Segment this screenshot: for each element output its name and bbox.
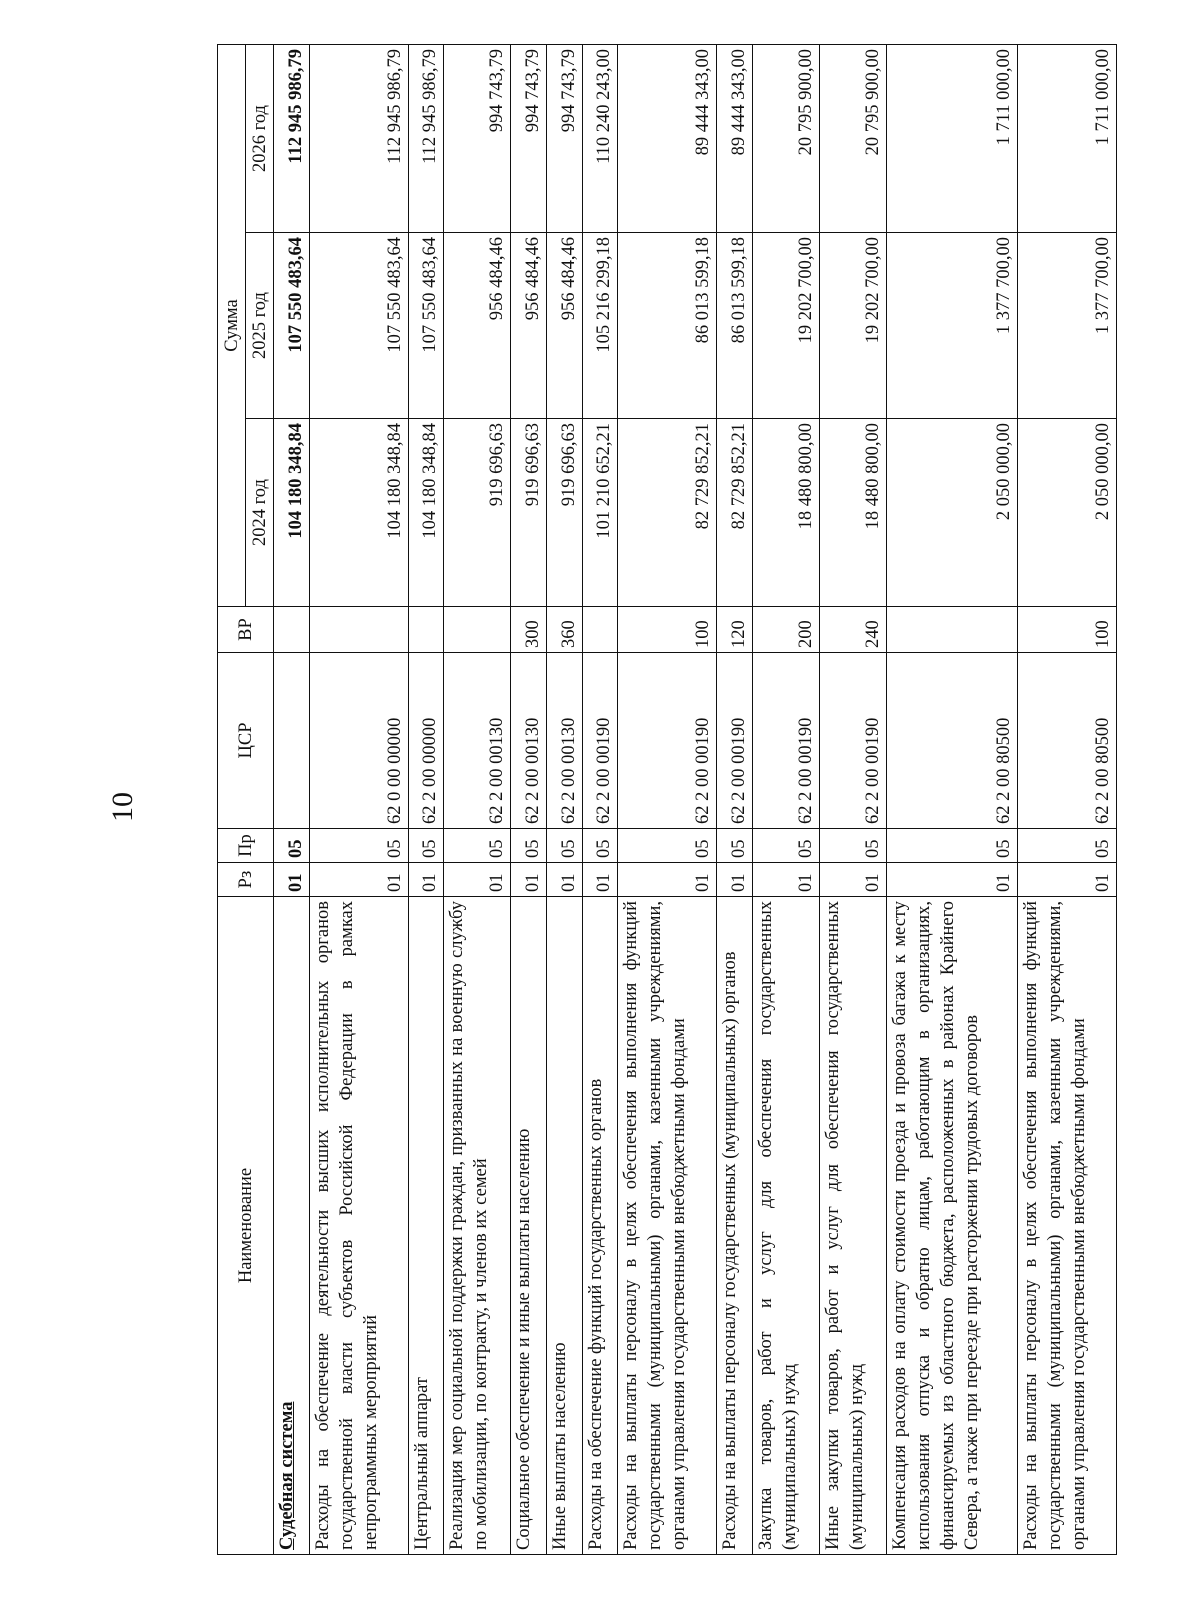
table-body [274, 44, 1117, 1554]
cell-y2025: 1 377 700,00 [887, 233, 1018, 419]
table-row [1017, 44, 1116, 1554]
header-sum: Сумма [218, 44, 246, 606]
cell-y2025: 86 013 599,18 [618, 233, 717, 419]
header-2026: 2026 год [246, 44, 274, 232]
cell-csr [274, 653, 310, 829]
header-rz: Рз [218, 863, 274, 897]
header-vr: ВР [218, 607, 274, 653]
cell-y2025: 107 550 483,64 [309, 233, 408, 419]
cell-rz: 01 [887, 863, 1018, 897]
header-pr: Пр [218, 829, 274, 863]
cell-csr: 62 2 00 00130 [444, 653, 511, 829]
header-2025: 2025 год [246, 233, 274, 419]
page-number: 10 [106, 792, 139, 822]
cell-pr: 05 [887, 829, 1018, 863]
table-row [717, 44, 753, 1554]
cell-vr: 100 [618, 607, 717, 653]
cell-name: Реализация мер социальной поддержки граждан, призванных на военную службу по мобилизации, по контракту, и членов их семей [444, 897, 511, 1555]
table-row [547, 44, 583, 1554]
cell-csr: 62 2 00 00190 [618, 653, 717, 829]
cell-y2025: 1 377 700,00 [1017, 233, 1116, 419]
cell-y2024: 919 696,63 [547, 419, 583, 607]
cell-pr: 05 [752, 829, 819, 863]
cell-y2024: 104 180 348,84 [408, 419, 444, 607]
cell-y2026: 110 240 243,00 [582, 44, 618, 232]
cell-y2024: 104 180 348,84 [274, 419, 310, 607]
cell-rz: 01 [547, 863, 583, 897]
cell-vr [274, 607, 310, 653]
cell-y2025: 107 550 483,64 [408, 233, 444, 419]
cell-y2026: 20 795 900,00 [820, 44, 887, 232]
cell-pr: 05 [1017, 829, 1116, 863]
cell-csr: 62 0 00 00000 [309, 653, 408, 829]
cell-vr [309, 607, 408, 653]
table-row [618, 44, 717, 1554]
cell-csr: 62 2 00 00000 [408, 653, 444, 829]
cell-rz: 01 [511, 863, 547, 897]
cell-name: Компенсация расходов на оплату стоимости проезда и провоза багажа к месту использования отпуска и обратно лицам, работающим в организациях, финансируемых из областного бюджета, расположенных в районах Крайнего Севера, а также при переезде при расторжении трудовых договоров [887, 897, 1018, 1555]
cell-y2026: 112 945 986,79 [274, 44, 310, 232]
cell-pr: 05 [444, 829, 511, 863]
table-row [309, 44, 408, 1554]
cell-name: Судебная система [274, 897, 310, 1555]
cell-vr: 100 [1017, 607, 1116, 653]
cell-pr: 05 [717, 829, 753, 863]
cell-rz: 01 [618, 863, 717, 897]
cell-y2026: 1 711 000,00 [887, 44, 1018, 232]
cell-y2024: 82 729 852,21 [717, 419, 753, 607]
cell-y2025: 956 484,46 [444, 233, 511, 419]
table-row [511, 44, 547, 1554]
cell-y2026: 89 444 343,00 [618, 44, 717, 232]
cell-y2024: 919 696,63 [444, 419, 511, 607]
cell-vr [444, 607, 511, 653]
cell-name: Закупка товаров, работ и услуг для обеспечения государственных (муниципальных) нужд [752, 897, 819, 1555]
cell-y2025: 956 484,46 [511, 233, 547, 419]
cell-pr: 05 [618, 829, 717, 863]
cell-name: Расходы на обеспечение функций государственных органов [582, 897, 618, 1555]
table-row [820, 44, 887, 1554]
table-row [274, 44, 310, 1554]
cell-name: Расходы на выплаты персоналу в целях обеспечения выполнения функций государственными (муниципальными) органами, казенными учреждениями, органами управления государственными внебюджетными фондами [618, 897, 717, 1555]
cell-y2026: 20 795 900,00 [752, 44, 819, 232]
header-name: Наименование [218, 897, 274, 1555]
cell-vr: 200 [752, 607, 819, 653]
cell-y2024: 104 180 348,84 [309, 419, 408, 607]
cell-vr: 240 [820, 607, 887, 653]
cell-y2026: 112 945 986,79 [309, 44, 408, 232]
cell-y2024: 2 050 000,00 [1017, 419, 1116, 607]
cell-pr: 05 [274, 829, 310, 863]
cell-rz: 01 [820, 863, 887, 897]
cell-y2026: 994 743,79 [547, 44, 583, 232]
cell-name: Иные выплаты населению [547, 897, 583, 1555]
cell-rz: 01 [1017, 863, 1116, 897]
cell-y2024: 18 480 800,00 [752, 419, 819, 607]
cell-y2026: 994 743,79 [444, 44, 511, 232]
cell-csr: 62 2 00 00190 [717, 653, 753, 829]
cell-y2024: 82 729 852,21 [618, 419, 717, 607]
cell-rz: 01 [309, 863, 408, 897]
cell-y2025: 105 216 299,18 [582, 233, 618, 419]
cell-vr [582, 607, 618, 653]
cell-name: Расходы на выплаты персоналу государственных (муниципальных) органов [717, 897, 753, 1555]
table-row [582, 44, 618, 1554]
cell-rz: 01 [752, 863, 819, 897]
cell-name: Социальное обеспечение и иные выплаты населению [511, 897, 547, 1555]
cell-y2026: 89 444 343,00 [717, 44, 753, 232]
budget-table-wrapper [217, 45, 1117, 1555]
cell-rz: 01 [274, 863, 310, 897]
table-row [444, 44, 511, 1554]
cell-name: Центральный аппарат [408, 897, 444, 1555]
cell-y2025: 86 013 599,18 [717, 233, 753, 419]
table-row [887, 44, 1018, 1554]
cell-y2025: 107 550 483,64 [274, 233, 310, 419]
cell-pr: 05 [511, 829, 547, 863]
cell-rz: 01 [717, 863, 753, 897]
cell-vr [408, 607, 444, 653]
cell-name: Расходы на выплаты персоналу в целях обеспечения выполнения функций государственными (муниципальными) органами, казенными учреждениями, органами управления государственными внебюджетными фондами [1017, 897, 1116, 1555]
cell-y2024: 2 050 000,00 [887, 419, 1018, 607]
cell-csr: 62 2 00 00190 [582, 653, 618, 829]
cell-pr: 05 [309, 829, 408, 863]
cell-y2026: 994 743,79 [511, 44, 547, 232]
header-csr: ЦСР [218, 653, 274, 829]
cell-y2026: 1 711 000,00 [1017, 44, 1116, 232]
cell-y2025: 19 202 700,00 [820, 233, 887, 419]
cell-vr: 120 [717, 607, 753, 653]
cell-y2024: 18 480 800,00 [820, 419, 887, 607]
cell-vr [887, 607, 1018, 653]
cell-csr: 62 2 00 00130 [511, 653, 547, 829]
cell-rz: 01 [408, 863, 444, 897]
cell-name: Иные закупки товаров, работ и услуг для обеспечения государственных (муниципальных) нужд [820, 897, 887, 1555]
cell-csr: 62 2 00 00130 [547, 653, 583, 829]
cell-csr: 62 2 00 80500 [887, 653, 1018, 829]
table-row [752, 44, 819, 1554]
cell-y2024: 919 696,63 [511, 419, 547, 607]
cell-pr: 05 [547, 829, 583, 863]
cell-pr: 05 [820, 829, 887, 863]
cell-y2024: 101 210 652,21 [582, 419, 618, 607]
cell-csr: 62 2 00 00190 [752, 653, 819, 829]
cell-pr: 05 [408, 829, 444, 863]
cell-rz: 01 [444, 863, 511, 897]
cell-vr: 300 [511, 607, 547, 653]
header-2024: 2024 год [246, 419, 274, 607]
cell-rz: 01 [582, 863, 618, 897]
cell-pr: 05 [582, 829, 618, 863]
table-row [408, 44, 444, 1554]
cell-y2025: 19 202 700,00 [752, 233, 819, 419]
cell-name: Расходы на обеспечение деятельности высших исполнительных органов государственной власти субъектов Российской Федерации в рамках непрограммных мероприятий [309, 897, 408, 1555]
cell-y2026: 112 945 986,79 [408, 44, 444, 232]
budget-table [217, 44, 1117, 1555]
cell-csr: 62 2 00 80500 [1017, 653, 1116, 829]
cell-vr: 360 [547, 607, 583, 653]
cell-y2025: 956 484,46 [547, 233, 583, 419]
cell-csr: 62 2 00 00190 [820, 653, 887, 829]
